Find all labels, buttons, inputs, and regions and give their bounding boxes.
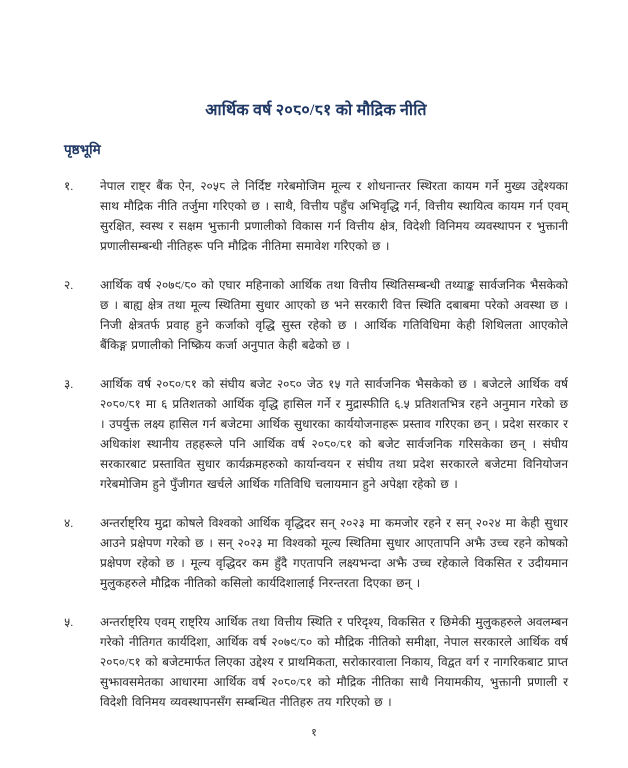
paragraph-2-number: २. (64, 278, 74, 292)
section-heading-background: पृष्ठभूमि (64, 142, 101, 157)
paragraph-3 (64, 374, 568, 494)
paragraph-4-number: ४. (64, 516, 74, 530)
paragraph-list (64, 176, 568, 731)
paragraph-5 (64, 612, 568, 712)
paragraph-1-number: १. (64, 179, 74, 193)
paragraph-1 (64, 176, 568, 256)
paragraph-3-number: ३. (64, 377, 74, 391)
paragraph-2 (64, 275, 568, 355)
paragraph-5-text: अन्तर्राष्ट्रिय एवम् राष्ट्रिय आर्थिक तथा वित्तीय स्थिति र परिदृश्य, विकसित र छिमेकी मुलुकहरुले अवलम्बन गरेको नीतिगत कार्यदिशा, आर्थिक वर्ष २०७९/८० को मौद्रिक नीतिको समीक्षा, नेपाल सरकारले आर्थिक वर्ष २०८०/८१ को बजेटमार्फत लिएका उद्देश्य र प्राथमिकता, सरोकारवाला निकाय, विद्वत वर्ग र नागरिकबाट प्राप्त सुझावसमेतका आधारमा आर्थिक वर्ष २०८०/८१ को मौद्रिक नीतिका साथै नियामकीय, भुक्तानी प्रणाली र विदेशी विनिमय व्यवस्थापनसँग सम्बन्धित नीतिहरु तय गरिएको छ । (100, 615, 568, 709)
paragraph-2-text: आर्थिक वर्ष २०७९/८० को एघार महिनाको आर्थिक तथा वित्तीय स्थितिसम्बन्धी तथ्याङ्क सार्वजनिक भैसकेको छ । बाह्य क्षेत्र तथा मूल्य स्थितिमा सुधार आएको छ भने सरकारी वित्त स्थिति दबाबमा परेको अवस्था छ । निजी क्षेत्रतर्फ प्रवाह हुने कर्जाको वृद्धि सुस्त रहेको छ । आर्थिक गतिविधिमा केही शिथिलता आएकोले बैंकिङ्ग प्रणालीको निष्क्रिय कर्जा अनुपात केही बढेको छ । (100, 278, 568, 352)
paragraph-4-text: अन्तर्राष्ट्रिय मुद्रा कोषले विश्वको आर्थिक वृद्धिदर सन् २०२३ मा कमजोर रहने र सन् २०२४ मा केही सुधार आउने प्रक्षेपण गरेको छ । सन् २०२३ मा विश्वको मूल्य स्थितिमा सुधार आएतापनि अझै उच्च रहने कोषको प्रक्षेपण रहेको छ । मूल्य वृद्धिदर कम हुँदै गएतापनि लक्ष्यभन्दा अझै उच्च रहेकाले विकसित र उदीयमान मुलुकहरुले मौद्रिक नीतिको कसिलो कार्यदिशालाई निरन्तरता दिएका छन् । (100, 516, 568, 590)
paragraph-1-text: नेपाल राष्ट्र बैंक ऐन, २०५८ ले निर्दिष्ट गरेबमोजिम मूल्य र शोधनान्तर स्थिरता कायम गर्ने मुख्य उद्देश्यका साथ मौद्रिक नीति तर्जुमा गरिएको छ । साथै, वित्तीय पहुँच अभिवृद्धि गर्न, वित्तीय स्थायित्व कायम गर्न एवम् सुरक्षित, स्वस्थ र सक्षम भुक्तानी प्रणालीको विकास गर्न वित्तीय क्षेत्र, विदेशी विनिमय व्यवस्थापन र भुक्तानी प्रणालीसम्बन्धी नीतिहरू पनि मौद्रिक नीतिमा समावेश गरिएको छ । (100, 179, 568, 253)
paragraph-3-text: आर्थिक वर्ष २०८०/८१ को संघीय बजेट २०८० जेठ १५ गते सार्वजनिक भैसकेको छ । बजेटले आर्थिक वर्ष २०८०/८१ मा ६ प्रतिशतको आर्थिक वृद्धि हासिल गर्ने र मुद्रास्फीति ६.५ प्रतिशतभित्र रहने अनुमान गरेको छ । उपर्युक्त लक्ष्य हासिल गर्न बजेटमा आर्थिक सुधारका कार्ययोजनाहरू प्रस्ताव गरिएका छन् । प्रदेश सरकार र अधिकांश स्थानीय तहहरूले पनि आर्थिक वर्ष २०८०/८१ को बजेट सार्वजनिक गरिसकेका छन् । संघीय सरकारबाट प्रस्तावित सुधार कार्यक्रमहरुको कार्यान्वयन र संघीय तथा प्रदेश सरकारले बजेटमा विनियोजन गरेबमोजिम हुने पुँजीगत खर्चले आर्थिक गतिविधि चलायमान हुने अपेक्षा रहेको छ । (100, 377, 568, 491)
document-title: आर्थिक वर्ष २०८०/८१ को मौद्रिक नीति (205, 102, 427, 119)
page-number: १ (311, 727, 317, 739)
paragraph-4 (64, 513, 568, 593)
paragraph-5-number: ५. (64, 615, 74, 629)
